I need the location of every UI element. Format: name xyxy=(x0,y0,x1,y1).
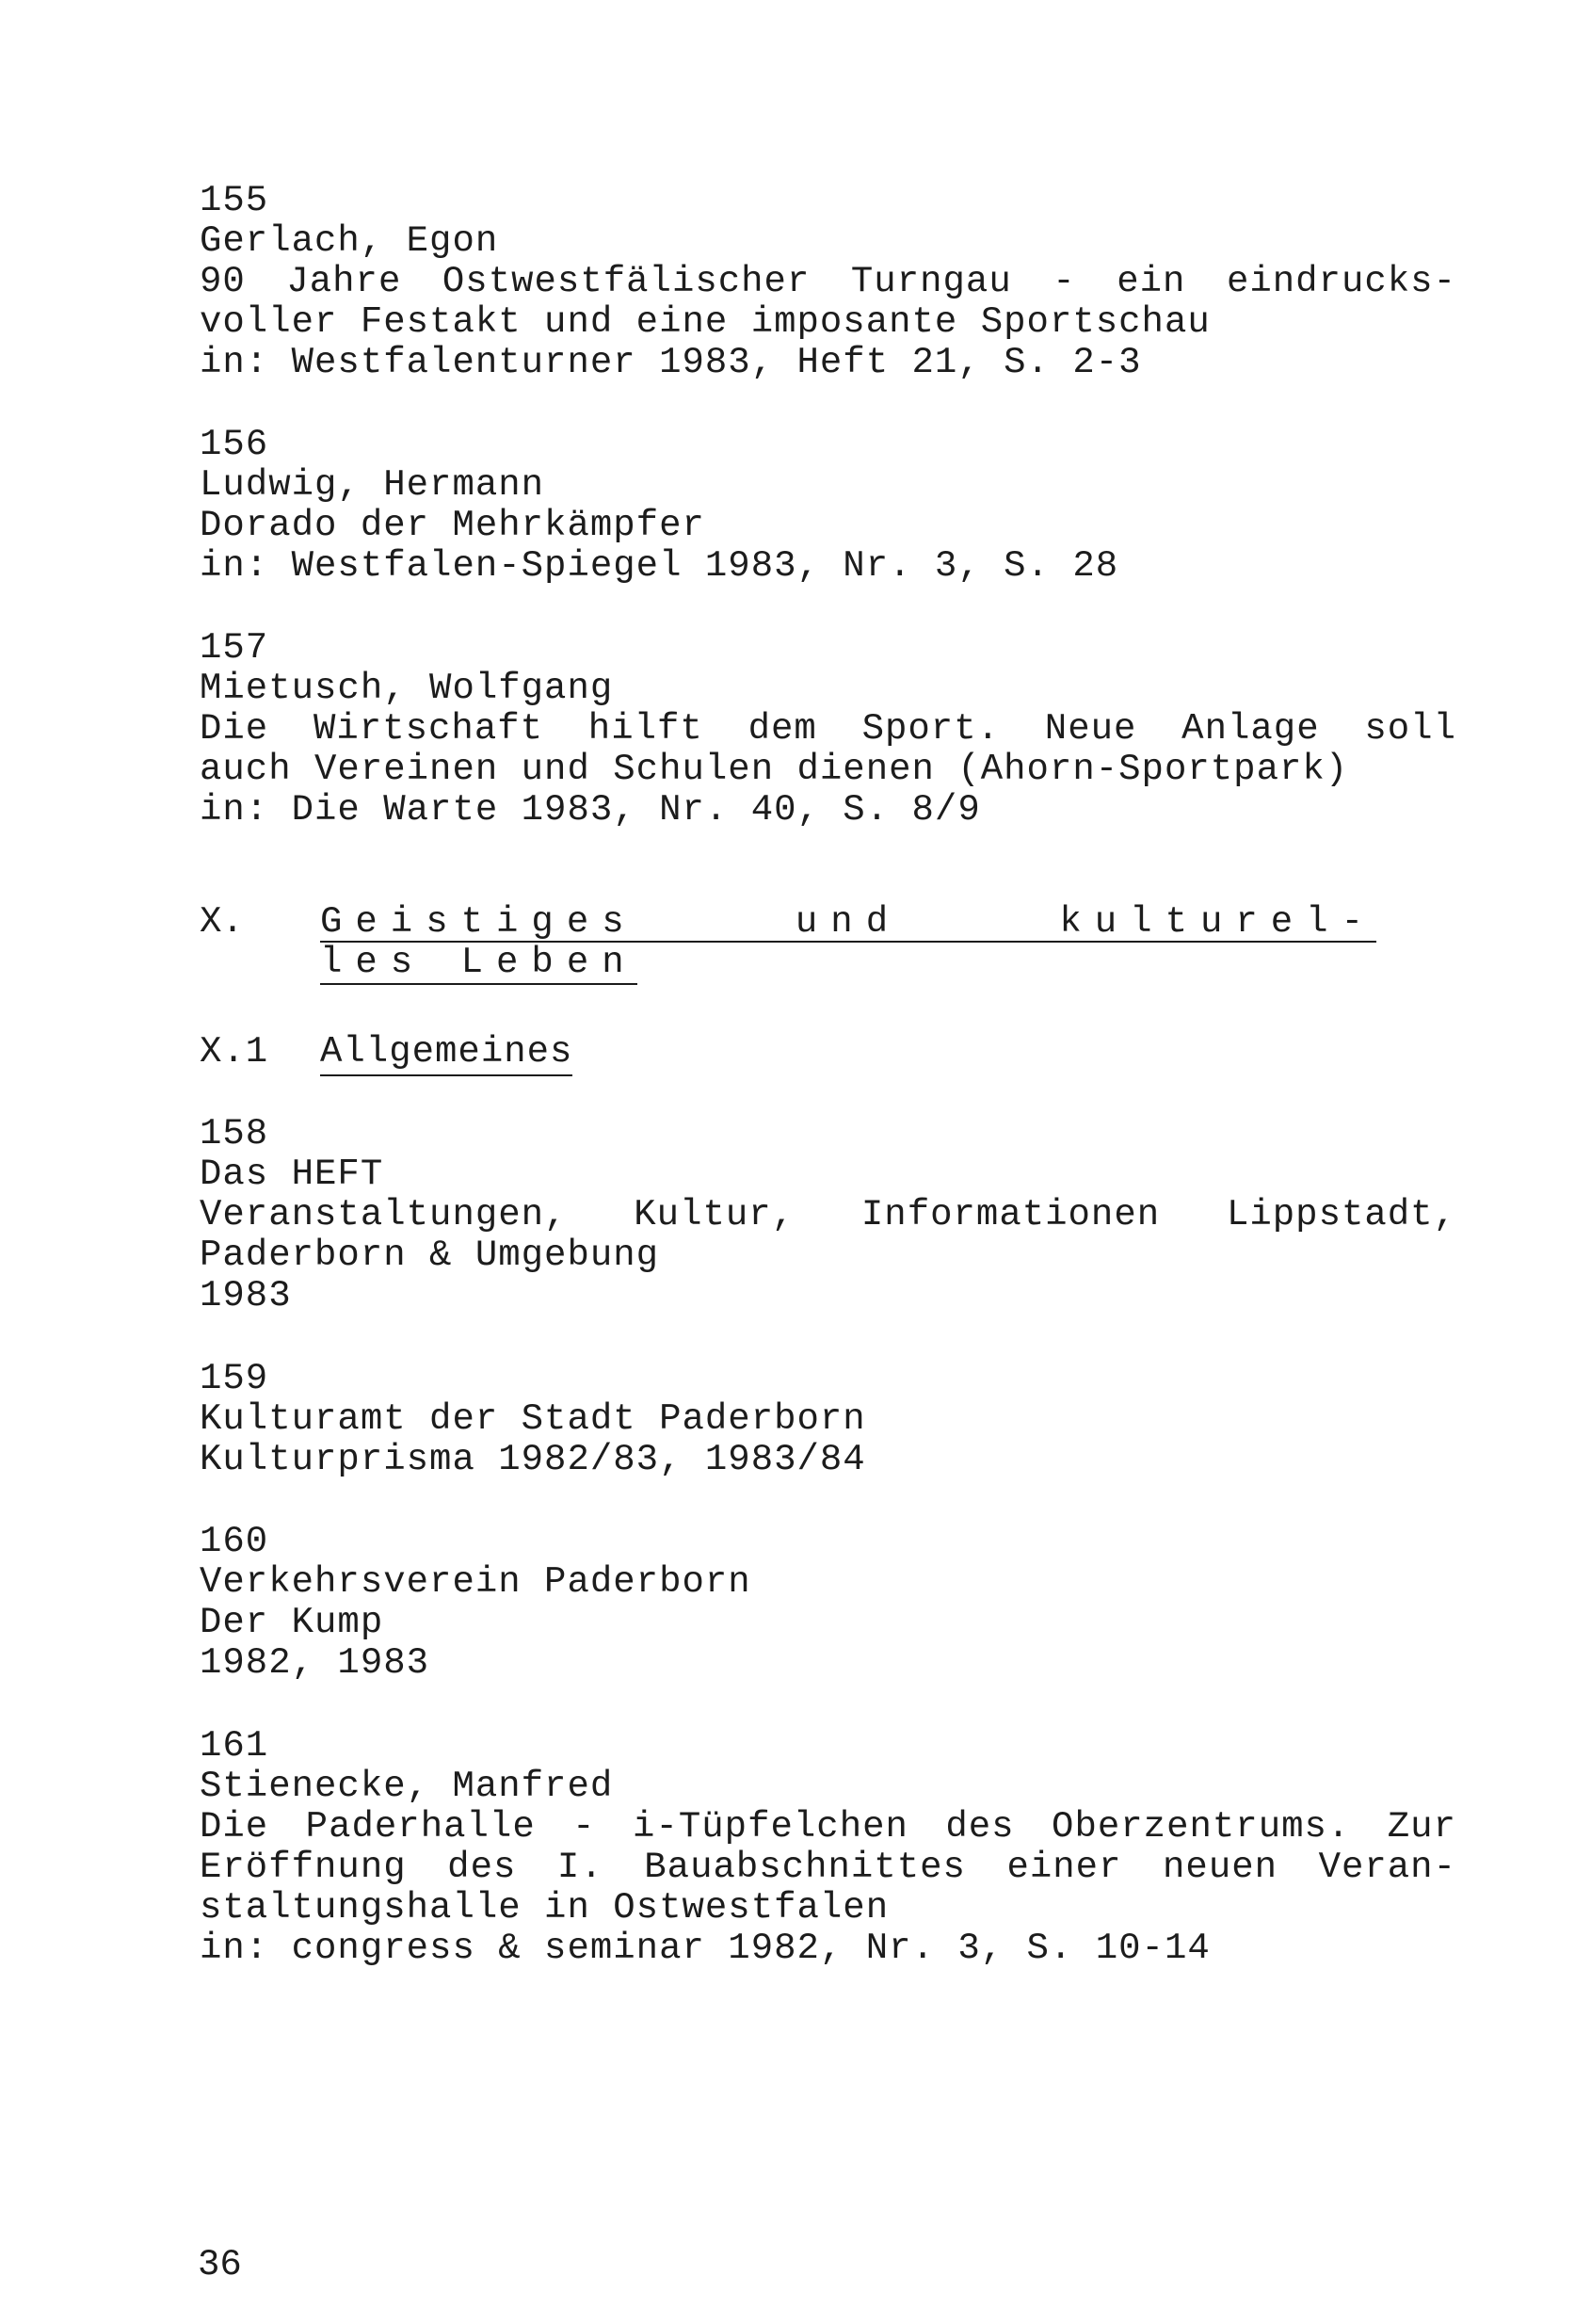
section-title-line: Geistiges und kulturel- xyxy=(320,901,1376,943)
entry-author: Das HEFT xyxy=(200,1154,384,1195)
entry-number: 155 xyxy=(200,180,269,221)
entry-author: Gerlach, Egon xyxy=(200,220,499,262)
bibliography-entry-161 xyxy=(200,1726,1480,1969)
subsection-heading xyxy=(200,1032,572,1076)
entry-title-line: voller Festakt und eine imposante Sportschau xyxy=(200,301,1211,343)
entry-number: 160 xyxy=(200,1521,269,1562)
bibliography-entry-156 xyxy=(200,425,1480,587)
subsection-number: X.1 xyxy=(200,1031,269,1073)
entry-number: 159 xyxy=(200,1358,269,1399)
entry-source: in: Westfalenturner 1983, Heft 21, S. 2-3 xyxy=(200,342,1142,383)
entry-title-line: Veranstaltungen, Kultur, Informationen Lippstadt, xyxy=(200,1194,1456,1235)
entry-source: in: congress & seminar 1982, Nr. 3, S. 10-14 xyxy=(200,1928,1211,1969)
entry-title-line: Eröffnung des I. Bauabschnittes einer neuen Veran- xyxy=(200,1847,1456,1888)
entry-number: 158 xyxy=(200,1113,269,1154)
bibliography-entry-155 xyxy=(200,181,1480,383)
entry-source: 1982, 1983 xyxy=(200,1642,430,1684)
entry-author: Mietusch, Wolfgang xyxy=(200,668,614,709)
bibliography-entry-159 xyxy=(200,1359,1480,1480)
entry-title-line: staltungshalle in Ostwestfalen xyxy=(200,1887,890,1929)
bibliography-entry-160 xyxy=(200,1522,1480,1684)
entry-title-line: auch Vereinen und Schulen dienen (Ahorn-Sportpark) xyxy=(200,749,1349,790)
entry-author: Kulturamt der Stadt Paderborn xyxy=(200,1398,866,1440)
entry-title-line: Dorado der Mehrkämpfer xyxy=(200,505,705,546)
section-title-line: les Leben xyxy=(320,942,637,983)
entry-number: 156 xyxy=(200,424,269,465)
entry-number: 161 xyxy=(200,1725,269,1767)
entry-source: in: Westfalen-Spiegel 1983, Nr. 3, S. 28 xyxy=(200,545,1119,587)
entry-title-line: 90 Jahre Ostwestfälischer Turngau - ein eindrucks- xyxy=(200,261,1456,302)
section-number: X. xyxy=(200,901,244,943)
entry-number: 157 xyxy=(200,627,269,669)
entry-source: in: Die Warte 1983, Nr. 40, S. 8/9 xyxy=(200,789,981,831)
entry-author: Ludwig, Hermann xyxy=(200,464,545,506)
entry-title-line: Die Wirtschaft hilft dem Sport. Neue Anlage soll xyxy=(200,708,1456,750)
entry-source: 1983 xyxy=(200,1275,292,1316)
bibliography-entry-158 xyxy=(200,1114,1480,1316)
entry-author: Verkehrsverein Paderborn xyxy=(200,1561,751,1603)
entry-author: Stienecke, Manfred xyxy=(200,1766,614,1807)
page-number: 36 xyxy=(198,2244,242,2285)
entry-title-line: Der Kump xyxy=(200,1602,384,1643)
entry-title-line: Die Paderhalle - i-Tüpfelchen des Oberzentrums. Zur xyxy=(200,1806,1456,1848)
section-title xyxy=(320,902,1376,985)
entry-title-line: Kulturprisma 1982/83, 1983/84 xyxy=(200,1439,866,1480)
entry-title-line: Paderborn & Umgebung xyxy=(200,1235,660,1276)
bibliography-entry-157 xyxy=(200,628,1480,831)
subsection-title: Allgemeines xyxy=(320,1032,572,1076)
